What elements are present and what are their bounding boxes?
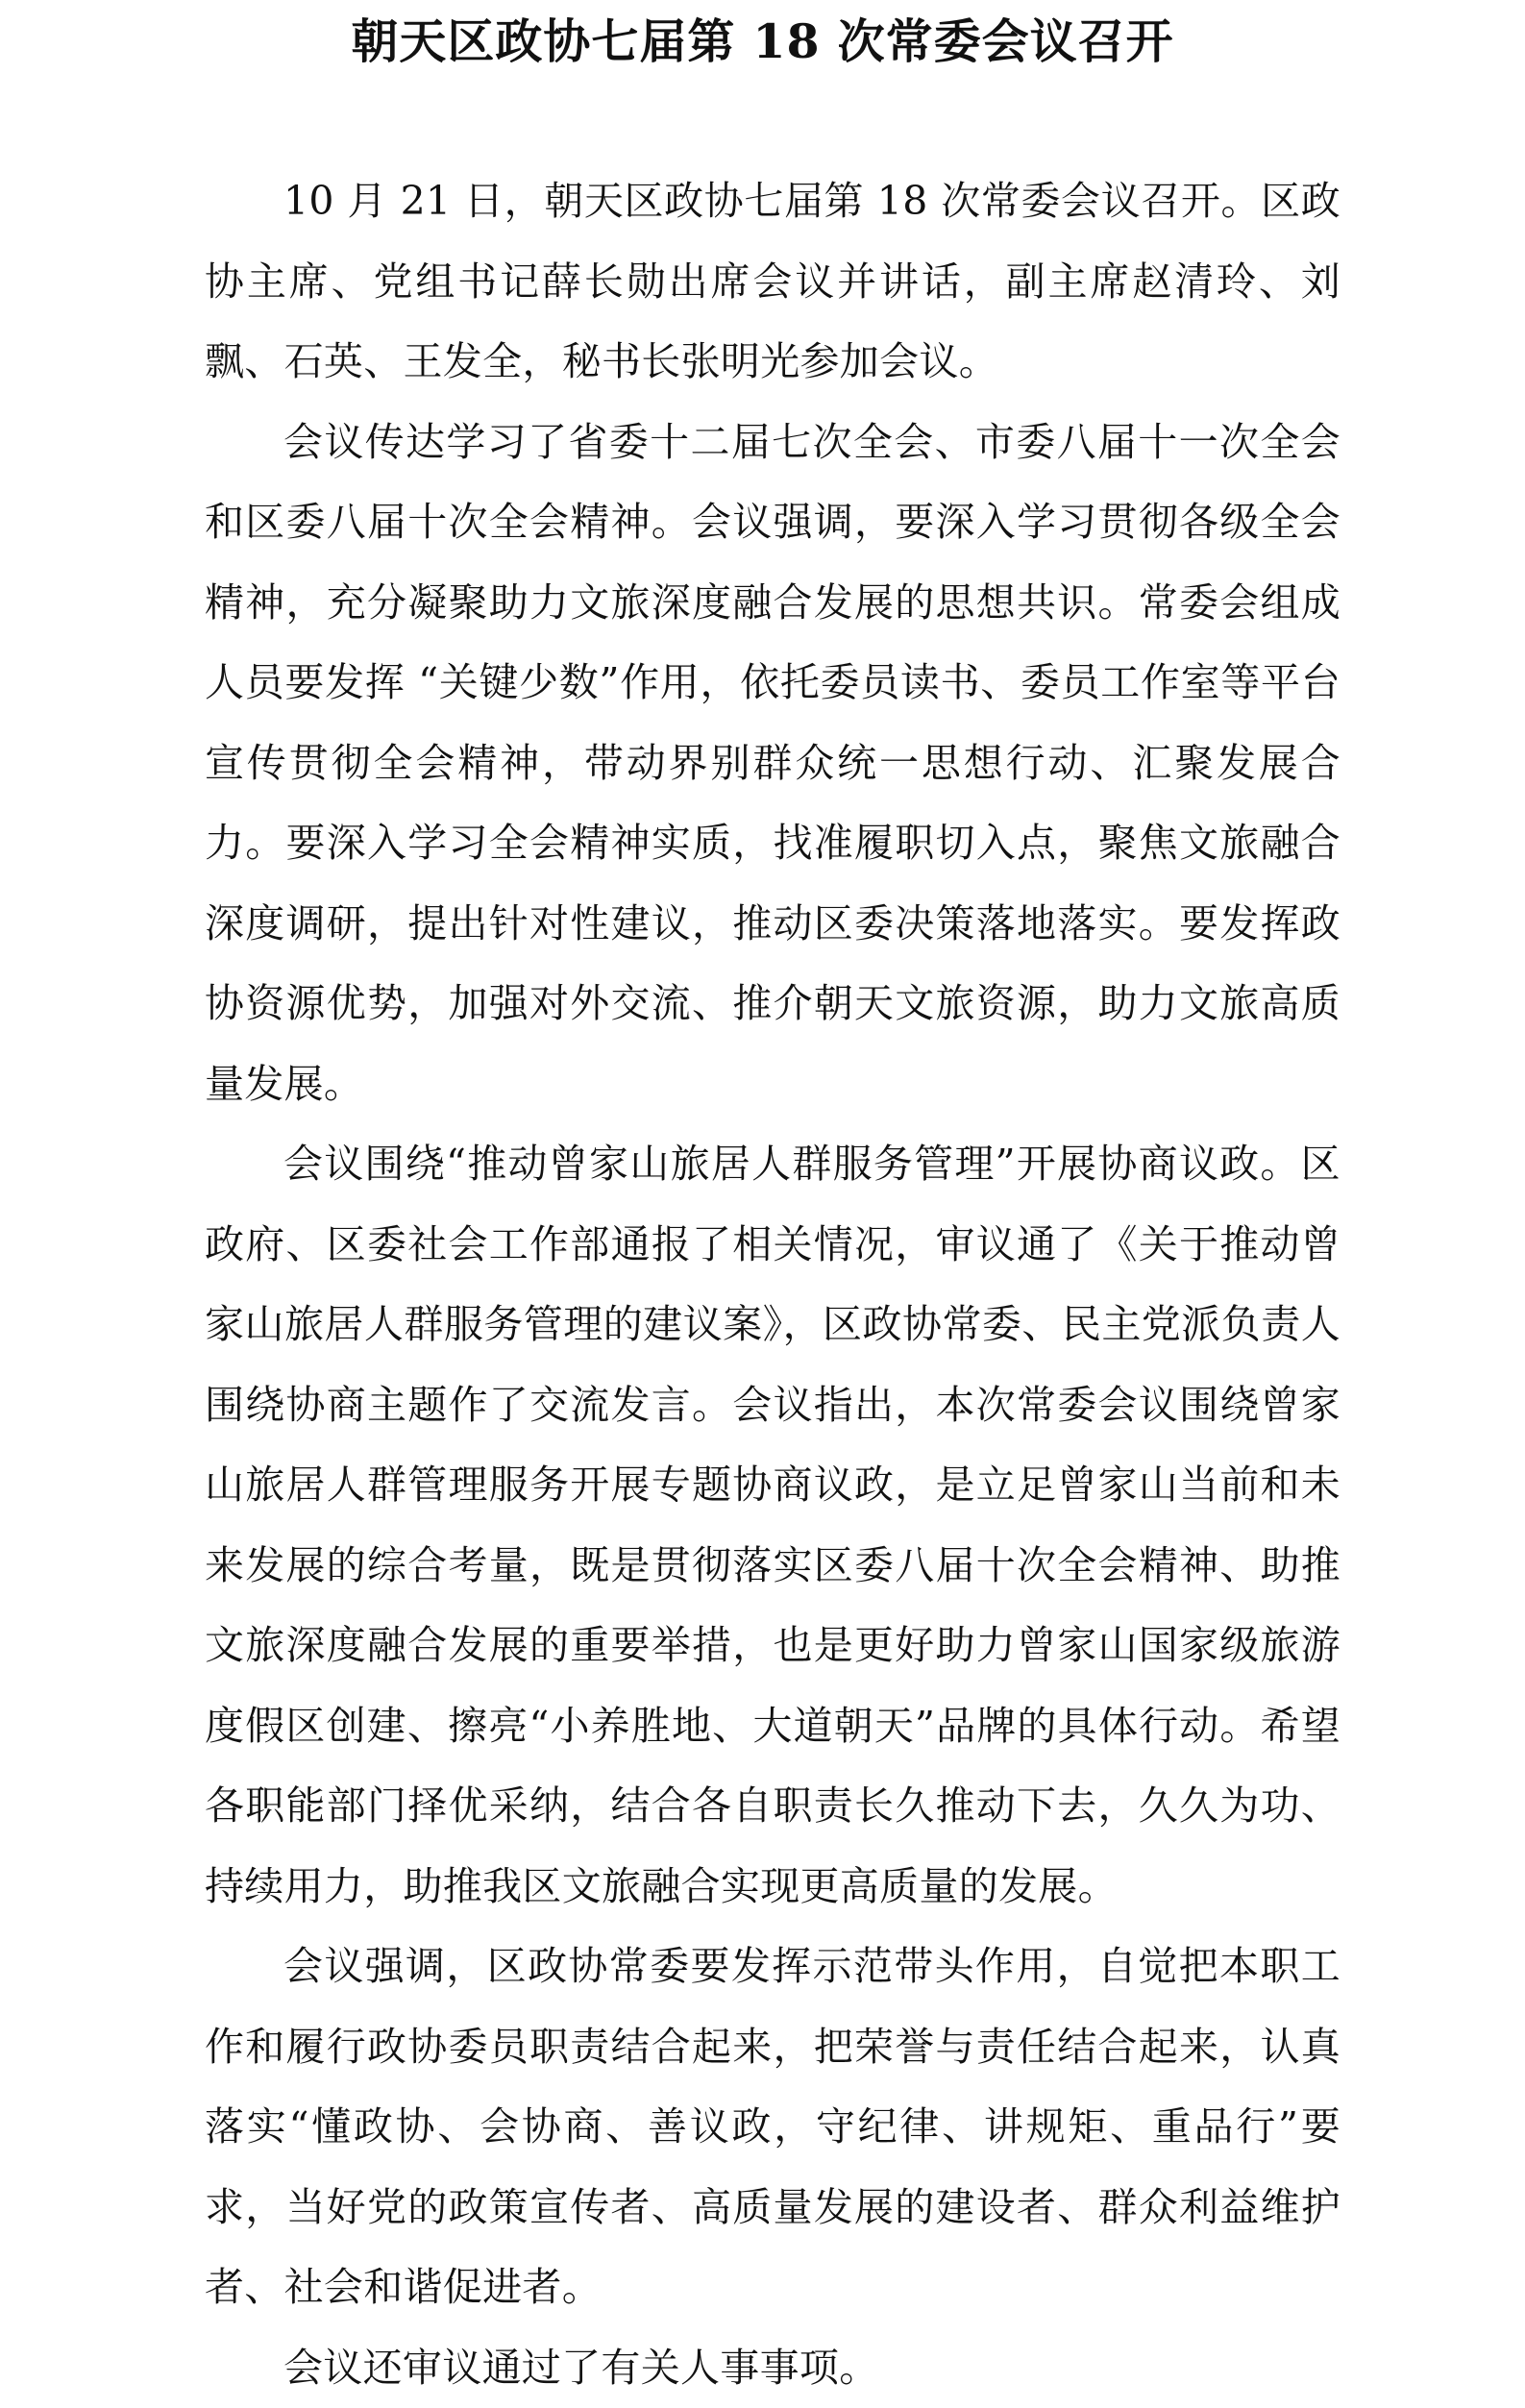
paragraph-personnel: 会议还审议通过了有关人事事项。: [205, 2328, 1341, 2408]
paragraph-plenary-spirit: 会议传达学习了省委十二届七次全会、市委八届十一次全会和区委八届十次全会精神。会议强调，要深入学习贯彻各级全会精神，充分凝聚助力文旅深度融合发展的思想共识。常委会组成人员要发挥 “关键少数”作用，依托委员读书、委员工作室等平台宣传贯彻全会精神，带动界别群众统一思想行动、汇聚发展合力。要深入学习全会精神实质，找准履职切入点，聚焦文旅融合深度调研，提出针对性建议，推动区委决策落地落实。要发挥政协资源优势，加强对外交流、推介朝天文旅资源，助力文旅高质量发展。: [205, 403, 1341, 1125]
article-body: [205, 161, 1341, 2408]
paragraph-consultation: 会议围绕“推动曾家山旅居人群服务管理”开展协商议政。区政府、区委社会工作部通报了相关情况，审议通了《关于推动曾家山旅居人群服务管理的建议案》，区政协常委、民主党派负责人围绕协商主题作了交流发言。会议指出，本次常委会议围绕曾家山旅居人群管理服务开展专题协商议政，是立足曾家山当前和未来发展的综合考量，既是贯彻落实区委八届十次全会精神、助推文旅深度融合发展的重要举措，也是更好助力曾家山国家级旅游度假区创建、擦亮“小养胜地、大道朝天”品牌的具体行动。希望各职能部门择优采纳，结合各自职责长久推动下去，久久为功、持续用力，助推我区文旅融合实现更高质量的发展。: [205, 1124, 1341, 1927]
paragraph-requirements: 会议强调，区政协常委要发挥示范带头作用，自觉把本职工作和履行政协委员职责结合起来，把荣誉与责任结合起来，认真落实“懂政协、会协商、善议政，守纪律、讲规矩、重品行”要求，当好党的政策宣传者、高质量发展的建设者、群众利益维护者、社会和谐促进者。: [205, 1927, 1341, 2328]
paragraph-meeting-opening: 10 月 21 日，朝天区政协七届第 18 次常委会议召开。区政协主席、党组书记薛长勋出席会议并讲话，副主席赵清玲、刘飘、石英、王发全，秘书长张明光参加会议。: [205, 161, 1341, 403]
article-title: 朝天区政协七届第 18 次常委会议召开: [0, 12, 1525, 71]
